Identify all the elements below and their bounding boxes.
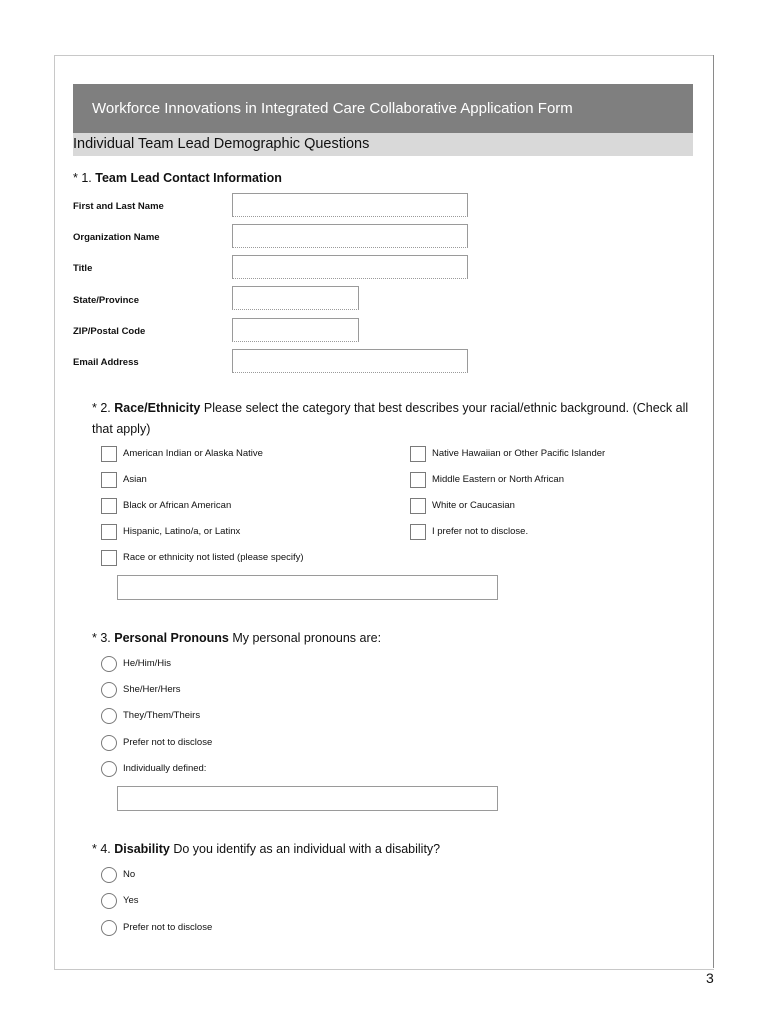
question-3-title: Personal Pronouns [114,631,229,645]
first-last-name-label: First and Last Name [73,201,164,212]
form-header [73,84,693,133]
page-number: 3 [706,970,714,986]
checkbox-white[interactable] [410,498,426,514]
option-disability-no-label: No [123,869,136,880]
radio-individually-defined[interactable] [101,761,117,777]
option-disability-yes-label: Yes [123,895,139,906]
question-3-prefix: * 3. [92,631,111,645]
radio-disability-prefer-not[interactable] [101,920,117,936]
checkbox-black[interactable] [101,498,117,514]
question-2-title: Race/Ethnicity [114,401,201,415]
radio-she-her[interactable] [101,682,117,698]
radio-they-them[interactable] [101,708,117,724]
checkbox-prefer-not[interactable] [410,524,426,540]
option-hispanic-label: Hispanic, Latino/a, or Latinx [123,526,241,537]
option-disability-prefer-not-label: Prefer not to disclose [123,922,213,933]
option-prefer-not-label: I prefer not to disclose. [432,526,529,537]
question-4-title: Disability [114,842,170,856]
zip-postal-code-label: ZIP/Postal Code [73,326,146,337]
section-header [73,133,693,156]
first-last-name-input[interactable] [232,193,468,217]
checkbox-american-indian[interactable] [101,446,117,462]
question-1-prefix: * 1. [73,171,92,185]
question-1-heading [73,168,282,189]
pronouns-specify-input[interactable] [117,786,498,811]
option-individually-defined-label: Individually defined: [123,763,207,774]
checkbox-native-hawaiian[interactable] [410,446,426,462]
state-province-label: State/Province [73,295,139,306]
organization-name-input[interactable] [232,224,468,248]
title-label: Title [73,263,93,274]
question-3-text: My personal pronouns are: [232,631,382,645]
checkbox-race-not-listed[interactable] [101,550,117,566]
email-address-label: Email Address [73,357,139,368]
checkbox-middle-eastern[interactable] [410,472,426,488]
radio-disability-yes[interactable] [101,893,117,909]
checkbox-asian[interactable] [101,472,117,488]
option-white-label: White or Caucasian [432,500,515,511]
state-province-input[interactable] [232,286,359,310]
question-1-title: Team Lead Contact Information [95,171,282,185]
question-2-heading [92,398,707,440]
option-they-them-label: They/Them/Theirs [123,710,201,721]
form-title: Workforce Innovations in Integrated Care Collaborative Application Form [92,100,573,117]
option-he-him-label: He/Him/His [123,658,172,669]
option-pronouns-prefer-not-label: Prefer not to disclose [123,737,213,748]
page-frame-edge [713,55,714,968]
question-2-prefix: * 2. [92,401,111,415]
option-native-hawaiian-label: Native Hawaiian or Other Pacific Islander [432,448,606,459]
question-3-heading [92,628,381,649]
checkbox-hispanic[interactable] [101,524,117,540]
organization-name-label: Organization Name [73,232,160,243]
question-4-heading [92,839,440,860]
radio-pronouns-prefer-not[interactable] [101,735,117,751]
radio-disability-no[interactable] [101,867,117,883]
option-race-not-listed-label: Race or ethnicity not listed (please specify) [123,552,304,563]
section-title: Individual Team Lead Demographic Questions [73,136,370,152]
question-2-text-continued: that apply) [92,422,151,436]
option-middle-eastern-label: Middle Eastern or North African [432,474,565,485]
option-asian-label: Asian [123,474,147,485]
zip-postal-code-input[interactable] [232,318,359,342]
question-4-prefix: * 4. [92,842,111,856]
radio-he-him[interactable] [101,656,117,672]
option-she-her-label: She/Her/Hers [123,684,181,695]
option-american-indian-label: American Indian or Alaska Native [123,448,263,459]
race-specify-input[interactable] [117,575,498,600]
option-black-label: Black or African American [123,500,232,511]
question-4-text: Do you identify as an individual with a disability? [173,842,441,856]
question-2-text: Please select the category that best describes your racial/ethnic background. (Check all [203,401,689,415]
title-input[interactable] [232,255,468,279]
email-address-input[interactable] [232,349,468,373]
